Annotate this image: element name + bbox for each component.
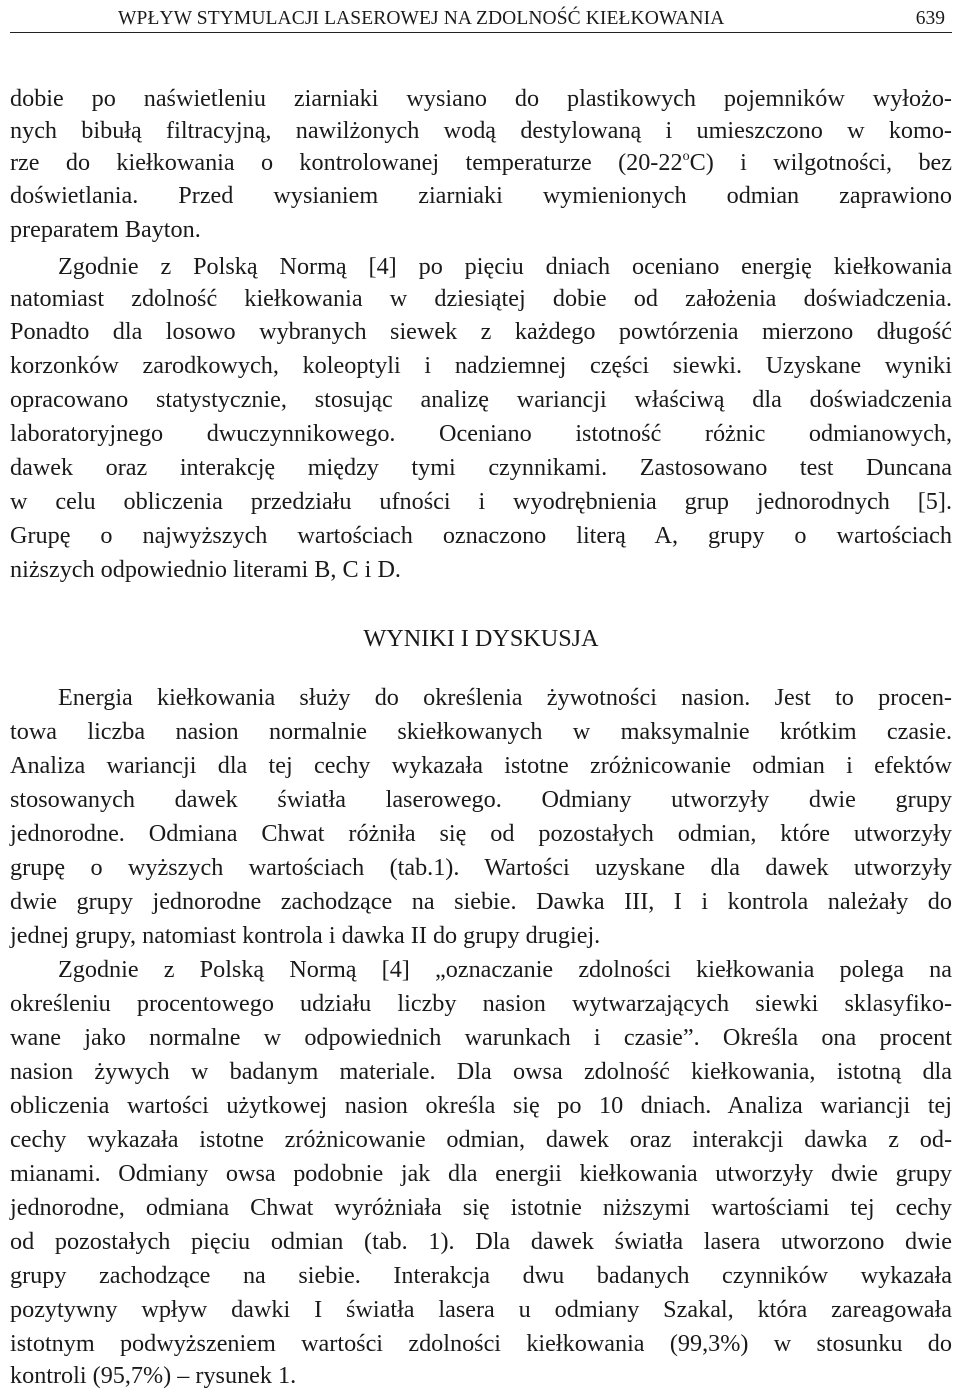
paragraph-line: Zgodnie z Polską Normą [4] „oznaczanie zdolności kiełkowania polega na	[58, 956, 952, 983]
paragraph-line: jednorodne. Odmiana Chwat różniła się od pozostałych odmian, które utworzyły	[10, 820, 952, 847]
paragraph-line: od pozostałych pięciu odmian (tab. 1). Dla dawek światła lasera utworzono dwie	[10, 1228, 952, 1255]
paragraph-line: jednorodne, odmiana Chwat wyróżniała się istotnie niższymi wartościami tej cechy	[10, 1194, 952, 1221]
paragraph-line: w celu obliczenia przedziału ufności i wyodrębnienia grup jednorodnych [5].	[10, 488, 952, 515]
paragraph-line: grupę o wyższych wartościach (tab.1). Wartości uzyskane dla dawek utworzyły	[10, 854, 952, 881]
paragraph-line: mianami. Odmiany owsa podobnie jak dla energii kiełkowania utworzyły dwie grupy	[10, 1160, 952, 1187]
paragraph-line: towa liczba nasion normalnie skiełkowanych w maksymalnie krótkim czasie.	[10, 718, 952, 745]
paragraph-line: wane jako normalne w odpowiednich warunkach i czasie”. Określa ona procent	[10, 1024, 952, 1051]
paragraph-line: dobie po naświetleniu ziarniaki wysiano do plastikowych pojemników wyłożo-	[10, 85, 952, 112]
paragraph-line: Ponadto dla losowo wybranych siewek z każdego powtórzenia mierzono długość	[10, 318, 952, 345]
paragraph-line: istotnym podwyższeniem wartości zdolności kiełkowania (99,3%) w stosunku do	[10, 1330, 952, 1357]
degree-symbol: o	[682, 149, 690, 164]
line-segment: rze do kiełkowania o kontrolowanej temperaturze (20-22$^o$C) i wilgotności, bez	[10, 149, 953, 176]
section-heading: WYNIKI I DYSKUSJA	[363, 625, 599, 652]
paragraph-line: cechy wykazała istotne zróżnicowanie odmian, dawek oraz interakcji dawka z od-	[10, 1126, 952, 1153]
paragraph-line: jednej grupy, natomiast kontrola i dawka II do grupy drugiej.	[10, 922, 601, 949]
paragraph-line	[10, 148, 952, 178]
paragraph-line: stosowanych dawek światła laserowego. Odmiany utworzyły dwie grupy	[10, 786, 952, 813]
paragraph-line: grupy zachodzące na siebie. Interakcja dwu badanych czynników wykazała	[10, 1262, 952, 1289]
paragraph-line: Analiza wariancji dla tej cechy wykazała istotne zróżnicowanie odmian i efektów	[10, 752, 952, 779]
paragraph-line: nych bibułą filtracyjną, nawilżonych wodą destylowaną i umieszczono w komo-	[10, 117, 952, 144]
paragraph-line: natomiast zdolność kiełkowania w dziesiątej dobie od założenia doświadczenia.	[10, 285, 952, 312]
paragraph-line: określeniu procentowego udziału liczby nasion wytwarzających siewki sklasyfiko-	[10, 990, 952, 1017]
running-header	[10, 6, 952, 33]
running-title: WPŁYW STYMULACJI LASEROWEJ NA ZDOLNOŚĆ KIEŁKOWANIA	[118, 8, 725, 29]
paragraph-line: kontroli (95,7%) – rysunek 1.	[10, 1362, 297, 1389]
paragraph-line: dawek oraz interakcję między tymi czynnikami. Zastosowano test Duncana	[10, 454, 952, 481]
paragraph-line: niższych odpowiednio literami B, C i D.	[10, 556, 401, 583]
page-number: 639	[915, 8, 945, 29]
paragraph-line: Energia kiełkowania służy do określenia żywotności nasion. Jest to procen-	[58, 684, 952, 711]
paragraph-line: preparatem Bayton.	[10, 216, 201, 243]
paragraph-line: pozytywny wpływ dawki I światła lasera u odmiany Szakal, która zareagowała	[10, 1296, 952, 1323]
paragraph-line: obliczenia wartości użytkowej nasion określa się po 10 dniach. Analiza wariancji tej	[10, 1092, 952, 1119]
paragraph-line: laboratoryjnego dwuczynnikowego. Oceniano istotność różnic odmianowych,	[10, 420, 952, 447]
paragraph-line: opracowano statystycznie, stosując analizę wariancji właściwą dla doświadczenia	[10, 386, 952, 413]
paragraph-line: Zgodnie z Polską Normą [4] po pięciu dniach oceniano energię kiełkowania	[58, 253, 952, 280]
paragraph-line: doświetlania. Przed wysianiem ziarniaki wymienionych odmian zaprawiono	[10, 182, 952, 209]
paragraph-line: korzonków zarodkowych, koleoptyli i nadziemnej części siewki. Uzyskane wyniki	[10, 352, 952, 379]
paragraph-line: Grupę o najwyższych wartościach oznaczono literą A, grupy o wartościach	[10, 522, 952, 549]
paragraph-line: dwie grupy jednorodne zachodzące na siebie. Dawka III, I i kontrola należały do	[10, 888, 952, 915]
paragraph-line: nasion żywych w badanym materiale. Dla owsa zdolność kiełkowania, istotną dla	[10, 1058, 952, 1085]
